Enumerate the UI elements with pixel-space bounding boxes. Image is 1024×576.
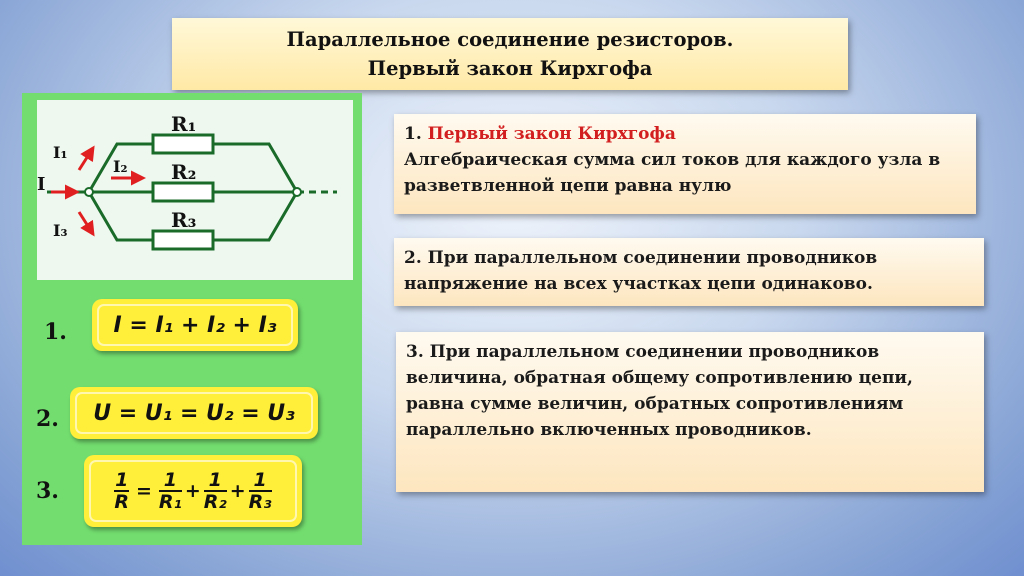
formula-3-plus-2: + [229,480,246,502]
label-resistor-3: R₃ [171,208,197,232]
card-kirchhoff-law [394,114,976,214]
card-3-text: 3. При параллельном соединении проводников величина, обратная общему сопротивлению цепи, равна сумме величин, обратных сопротивлениям параллельно включенных проводников. [406,342,913,440]
formula-number-1: 1. [44,319,67,345]
resistor-1 [153,135,213,153]
card-voltage [394,238,984,306]
left-node [85,188,93,196]
formula-3-equals: = [136,480,152,502]
card-1-number: 1. [404,124,422,144]
label-current-main: I [37,174,46,195]
circuit-svg [37,100,353,280]
label-resistor-1: R₁ [171,112,197,136]
title-line-1: Параллельное соединение резисторов. [286,28,734,51]
title-box [172,18,848,90]
resistor-3 [153,231,213,249]
formula-number-2: 2. [36,406,59,432]
label-current-3: I₃ [53,221,68,240]
formula-number-3: 3. [36,478,59,504]
right-node [293,188,301,196]
branch-1-right-wire [213,144,297,192]
current-arrow-1 [79,148,93,170]
current-arrow-3 [79,212,93,234]
formula-1-text: I = I₁ + I₂ + I₃ [113,312,277,338]
card-1-heading: Первый закон Кирхгофа [427,124,676,144]
formula-1 [92,299,298,351]
formula-2 [70,387,318,439]
formula-3-lhs: $\frac{1}{R}$ [114,469,129,513]
branch-3-left-wire [89,192,153,240]
formula-3-plus-1: + [184,480,201,502]
formula-panel [22,93,362,545]
card-1-body: Алгебраическая сумма сил токов для каждого узла в разветвленной цепи равна нулю [404,150,941,196]
card-2-text: 2. При параллельном соединении проводников напряжение на всех участках цепи одинаково. [404,248,878,294]
formula-3-term-1: $\frac{1}{\text{R₁}}$ [158,469,182,513]
resistor-2 [153,183,213,201]
formula-3 [84,455,302,527]
label-current-2: I₂ [113,157,128,176]
label-current-1: I₁ [53,143,68,162]
label-resistor-2: R₂ [171,160,197,184]
formula-3-term-3: $\frac{1}{\text{R₃}}$ [248,469,272,513]
formula-2-text: U = U₁ = U₂ = U₃ [93,400,295,426]
formula-3-term-2: $\frac{1}{\text{R₂}}$ [203,469,227,513]
title-line-2: Первый закон Кирхгофа [367,57,653,80]
branch-3-right-wire [213,192,297,240]
card-resistance [396,332,984,492]
circuit-diagram [37,100,353,280]
